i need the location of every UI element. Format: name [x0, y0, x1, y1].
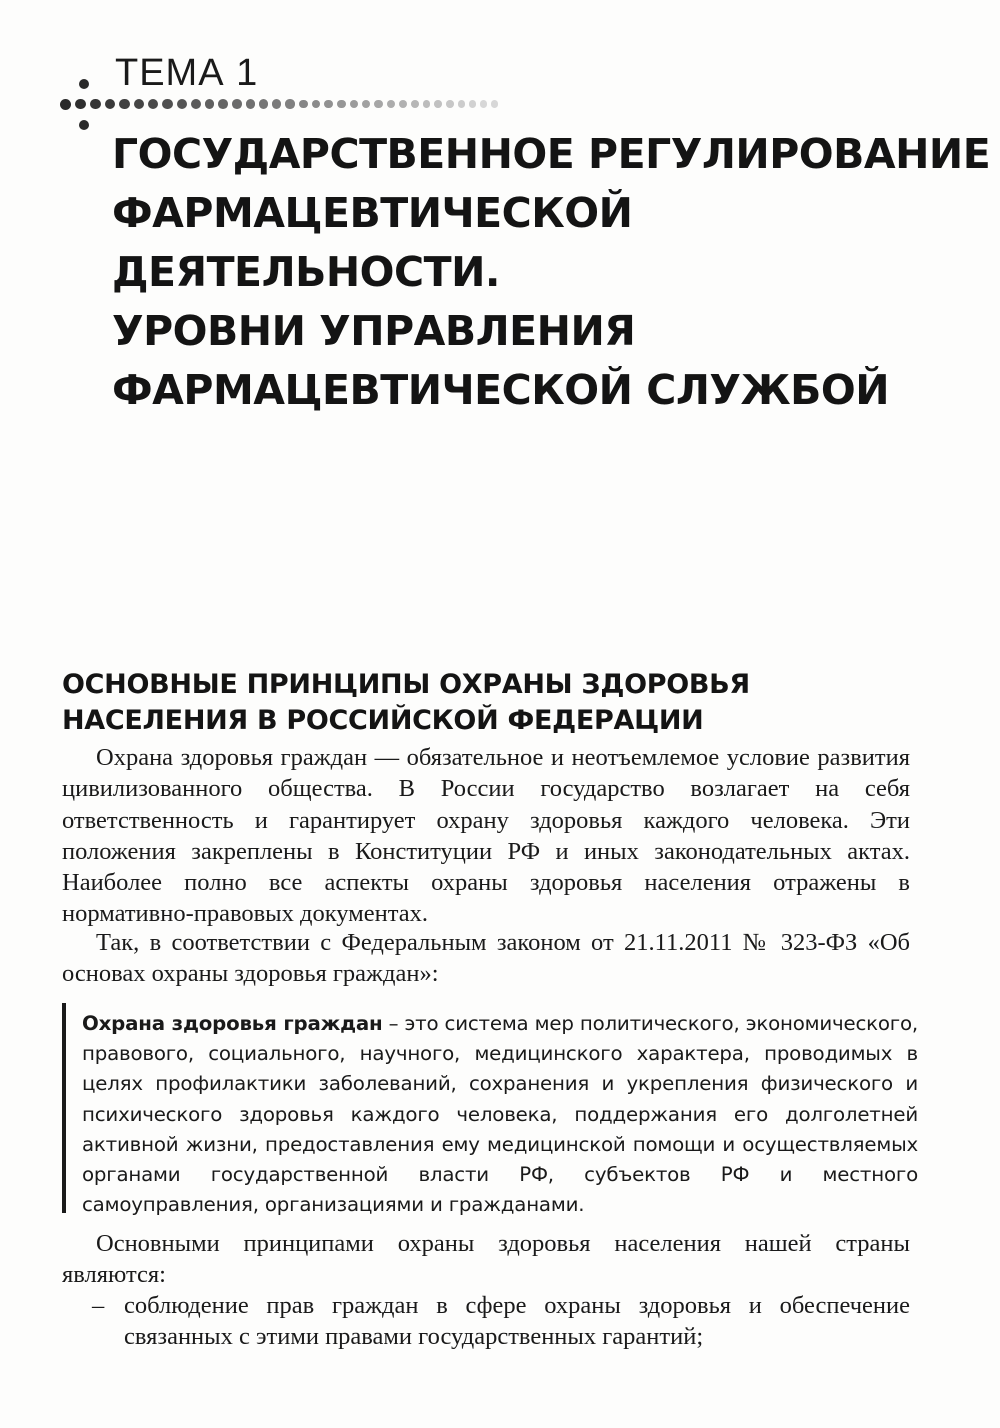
decor-dot-top [79, 79, 89, 89]
list-item [62, 1290, 910, 1353]
paragraph-principles-intro: Основными принципами охраны здоровья населения нашей страны являются: [62, 1230, 910, 1289]
definition-box [62, 1003, 918, 1217]
decor-dot [119, 99, 130, 110]
decor-dot [218, 99, 228, 109]
decor-dot-bottom [79, 120, 89, 130]
decor-dot [491, 100, 498, 107]
decor-dot [469, 100, 476, 107]
paragraph-law-reference: Так, в соответствии с Федеральным законом от 21.11.2011 № 323-ФЗ «Об основах охраны здоровья граждан»: [62, 929, 910, 988]
decor-dot [324, 100, 333, 109]
decor-dot [423, 100, 431, 108]
decor-dot [205, 99, 215, 109]
decor-dot [285, 99, 294, 108]
title-line: ДЕЯТЕЛЬНОСТИ. [112, 248, 500, 296]
decor-dot [374, 100, 382, 108]
decor-dot [458, 100, 465, 107]
decor-dot [148, 99, 158, 109]
decor-dot [60, 99, 71, 110]
section-heading [62, 667, 942, 739]
section-heading-line: ОСНОВНЫЕ ПРИНЦИПЫ ОХРАНЫ ЗДОРОВЬЯ [62, 669, 750, 700]
title-line: ФАРМАЦЕВТИЧЕСКОЙ [112, 189, 633, 237]
definition-term: Охрана здоровья граждан [82, 1012, 383, 1035]
list-bullet: – [92, 1292, 105, 1319]
decor-dot [105, 99, 116, 110]
decor-dot [446, 100, 454, 108]
decor-dot [337, 100, 346, 109]
decor-dot [75, 99, 86, 110]
decor-dots-row [60, 94, 520, 114]
decor-dot [399, 100, 407, 108]
title-line: ГОСУДАРСТВЕННОЕ РЕГУЛИРОВАНИЕ [112, 130, 991, 178]
title-line: ФАРМАЦЕВТИЧЕСКОЙ СЛУЖБОЙ [112, 366, 890, 414]
decor-dot [246, 99, 255, 108]
page-title [112, 125, 991, 420]
section-heading-line: НАСЕЛЕНИЯ В РОССИЙСКОЙ ФЕДЕРАЦИИ [62, 705, 704, 736]
decor-dot [411, 100, 419, 108]
decor-dot [434, 100, 442, 108]
definition-body: – это система мер политического, экономического, правового, социального, научного, медицинского характера, проводимых в целях профилактики заболеваний, сохранения и укрепления физического и психического здоровья каждого человека, поддержания его долголетней активной жизни, предоставления ему медицинской помощи и осуществляемых органами государственной власти РФ, субъектов РФ и местного самоуправления, организациями и гражданами. [82, 1012, 918, 1217]
decor-dot [387, 100, 395, 108]
decor-dot [162, 99, 172, 109]
definition-text [82, 1009, 918, 1220]
decor-dot [191, 99, 201, 109]
title-line: УРОВНИ УПРАВЛЕНИЯ [112, 307, 636, 355]
decor-dot [299, 100, 308, 109]
decor-dot [480, 100, 487, 107]
theme-label: ТЕМА 1 [115, 52, 259, 94]
decor-dot [259, 99, 268, 108]
decor-dot [232, 99, 242, 109]
decor-dot [134, 99, 144, 109]
decor-dot [312, 100, 321, 109]
list-item-text: соблюдение прав граждан в сфере охраны здоровья и обеспечение связанных с этими правами государственных гарантий; [124, 1292, 910, 1351]
decor-dot [90, 99, 101, 110]
decor-dot [177, 99, 187, 109]
decor-dot [272, 99, 281, 108]
paragraph-intro: Охрана здоровья граждан — обязательное и неотъемлемое условие развития цивилизованного общества. В России государство возлагает на себя ответственность и гарантирует охрану здоровья каждого человека. Эти положения закреплены в Конституции РФ и иных законодательных актах. Наиболее полно все аспекты охраны здоровья населения отражены в нормативно-правовых документах. [62, 744, 910, 928]
decor-dot [350, 100, 358, 108]
principles-list [62, 1290, 910, 1353]
decor-dot [362, 100, 370, 108]
